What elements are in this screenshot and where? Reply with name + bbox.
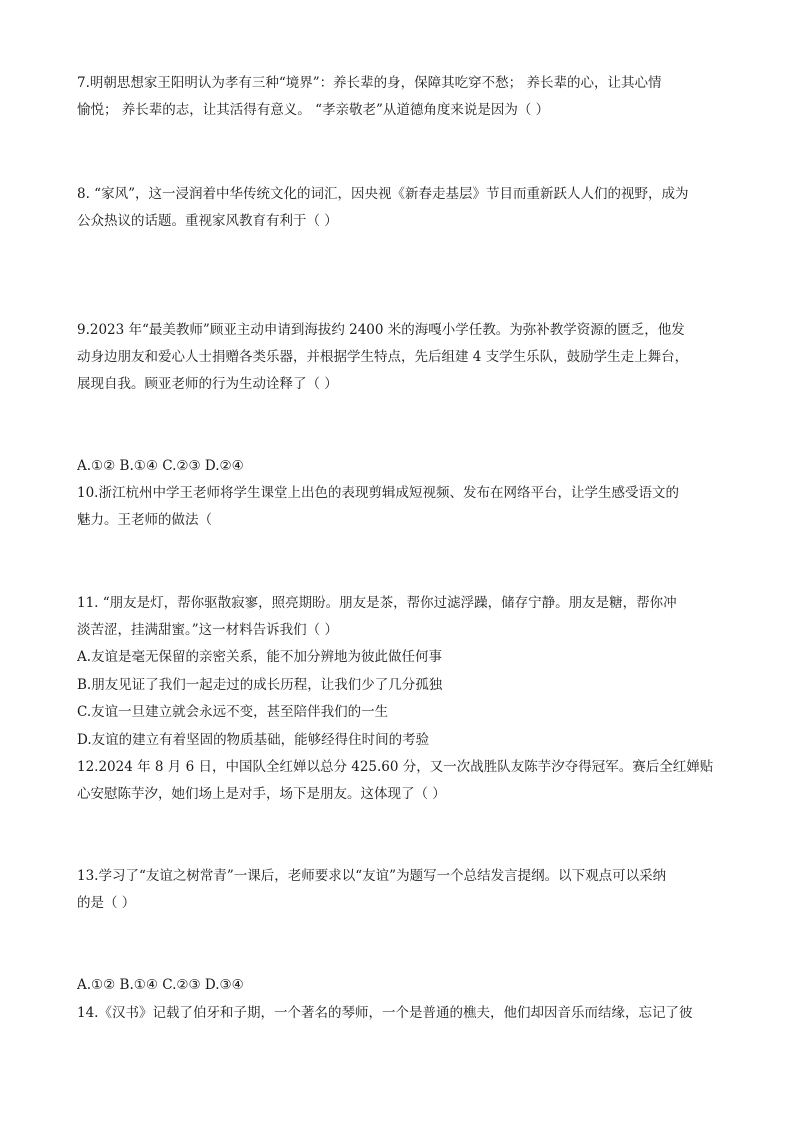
q7-stem-line-1: 7.明朝思想家王阳明认为孝有三种“境界”：养长辈的身，保障其吃穿不愁； 养长辈的心，让其心情	[77, 75, 662, 91]
q13-stem-line-1: 13.学习了“友谊之树常青”一课后，老师要求以“友谊”为题写一个总结发言提纲。以下观点可以采纳	[77, 868, 667, 884]
q12-stem-line-2: 心安慰陈芋汐，她们场上是对手，场下是朋友。这体现了（ ）	[77, 786, 446, 802]
q10-stem-line-1: 10.浙江杭州中学王老师将学生课堂上出色的表现剪辑成短视频、发布在网络平台，让学生感受语文的	[77, 485, 679, 501]
q12-stem-line-1: 12.2024 年 8 月 6 日，中国队全红婵以总分 425.60 分，又一次战胜队友陈芋汐夺得冠军。赛后全红婵贴	[77, 759, 714, 775]
q8-stem-line-1: 8. “家风”，这一浸润着中华传统文化的词汇，因央视《新春走基层》节目而重新跃人人们的视野，成为	[77, 186, 689, 202]
q8-stem-line-2: 公众热议的话题。重视家风教育有利于（ ）	[77, 213, 338, 229]
q11-option-a: A.友谊是毫无保留的亲密关系，能不加分辨地为彼此做任何事	[77, 649, 443, 665]
q11-option-d: D.友谊的建立有着坚固的物质基础，能够经得住时间的考验	[77, 732, 430, 748]
q13-options-row: A.①② B.①④ C.②③ D.③④	[77, 977, 244, 993]
q9-stem-line-3: 展现自我。顾亚老师的行为生动诠释了（ ）	[77, 376, 338, 392]
q9-stem-line-2: 动身边朋友和爱心人士捐赠各类乐器，并根据学生特点，先后组建 4 支学生乐队，鼓励学生走上舞台，	[77, 349, 689, 365]
q11-stem-line-1: 11. “朋友是灯，帮你驱散寂寥，照亮期盼。朋友是茶，帮你过滤浮躁，储存宁静。朋友是糖，帮你冲	[77, 595, 677, 611]
q11-stem-line-2: 淡苦涩，挂满甜蜜。”这一材料告诉我们（ ）	[77, 622, 338, 638]
q11-option-c: C.友谊一旦建立就会永远不变，甚至陪伴我们的一生	[77, 704, 389, 720]
q11-option-b: B.朋友见证了我们一起走过的成长历程，让我们少了几分孤独	[77, 677, 443, 693]
q9-stem-line-1: 9.2023 年“最美教师”顾亚主动申请到海拔约 2400 米的海嘎小学任教。为弥补教学资源的匮乏，他发	[77, 322, 685, 338]
q7-stem-line-2: 愉悦； 养长辈的志，让其活得有意义。 “孝亲敬老”从道德角度来说是因为（ ）	[77, 102, 550, 118]
q13-stem-line-2: 的是（ ）	[77, 895, 136, 911]
q9-options-row: A.①② B.①④ C.②③ D.②④	[77, 458, 244, 474]
q10-stem-line-2: 魅力。王老师的做法（	[77, 512, 212, 528]
q14-stem-line-1: 14.《汉书》记载了伯牙和子期，一个著名的琴师，一个是普通的樵夫，他们却因音乐而结缘，忘记了彼	[77, 1005, 693, 1021]
